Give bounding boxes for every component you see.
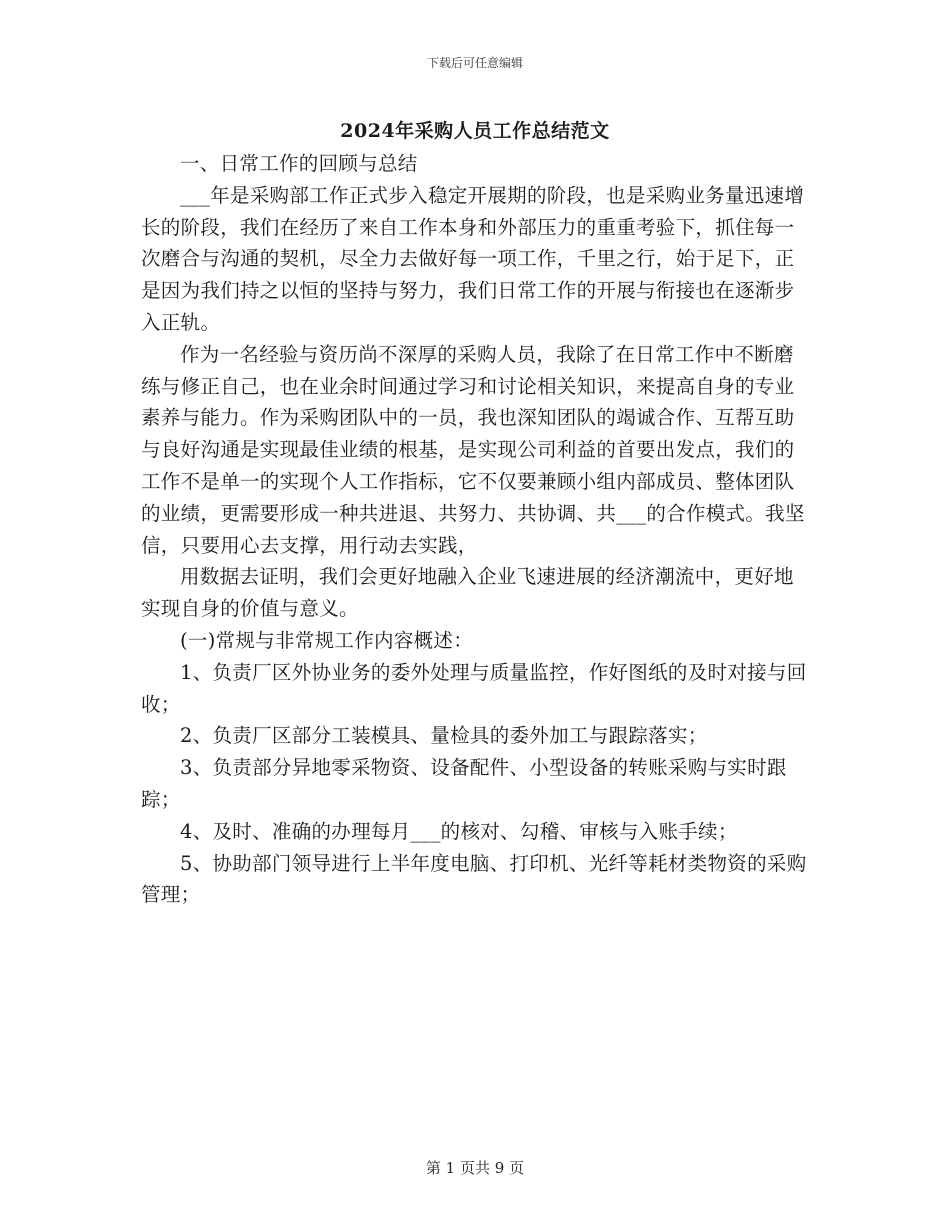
- document-body: [141, 148, 808, 911]
- list-item: 2、负责厂区部分工装模具、量检具的委外加工与跟踪落实；: [180, 724, 708, 748]
- page-number: 第 1 页共 9 页: [425, 1159, 525, 1177]
- subsection-heading: (一)常规与非常规工作内容概述：: [180, 628, 474, 652]
- paragraph: 作为一名经验与资历尚不深厚的采购人员，我除了在日常工作中不断磨练与修正自己，也在业余时间通过学习和讨论相关知识，来提高自身的专业素养与能力。作为采购团队中的一员，我也深知团队的竭诚合作、互帮互助与良好沟通是实现最佳业绩的根基，是实现公司利益的首要出发点，我们的工作不是单一的实现个人工作指标，它不仅要兼顾小组内部成员、整体团队的业绩，更需要形成一种共进退、共努力、共协调、共___的合作模式。我坚信，只要用心去支撑，用行动去实践，: [141, 342, 805, 557]
- header-note: 下载后可任意编辑: [426, 56, 523, 70]
- document-title: 2024年采购人员工作总结范文: [340, 120, 610, 142]
- list-item: 1、负责厂区外协业务的委外处理与质量监控，作好图纸的及时对接与回收；: [141, 660, 807, 716]
- section-heading: 一、日常工作的回顾与总结: [180, 152, 418, 175]
- list-item: 5、协助部门领导进行上半年度电脑、打印机、光纤等耗材类物资的采购管理；: [141, 851, 807, 907]
- list-item: 4、及时、准确的办理每月___的核对、勾稽、审核与入账手续；: [180, 819, 738, 843]
- paragraph: ___年是采购部工作正式步入稳定开展期的阶段，也是采购业务量迅速增长的阶段，我们在经历了来自工作本身和外部压力的重重考验下，抓住每一次磨合与沟通的契机，尽全力去做好每一项工作，千里之行，始于足下，正是因为我们持之以恒的坚持与努力，我们日常工作的开展与衔接也在逐渐步入正轨。: [141, 183, 805, 334]
- list-item: 3、负责部分异地零采物资、设备配件、小型设备的转账采购与实时跟踪；: [141, 756, 787, 811]
- paragraph: 用数据去证明，我们会更好地融入企业飞速进展的经济潮流中，更好地实现自身的价值与意义。: [141, 565, 794, 621]
